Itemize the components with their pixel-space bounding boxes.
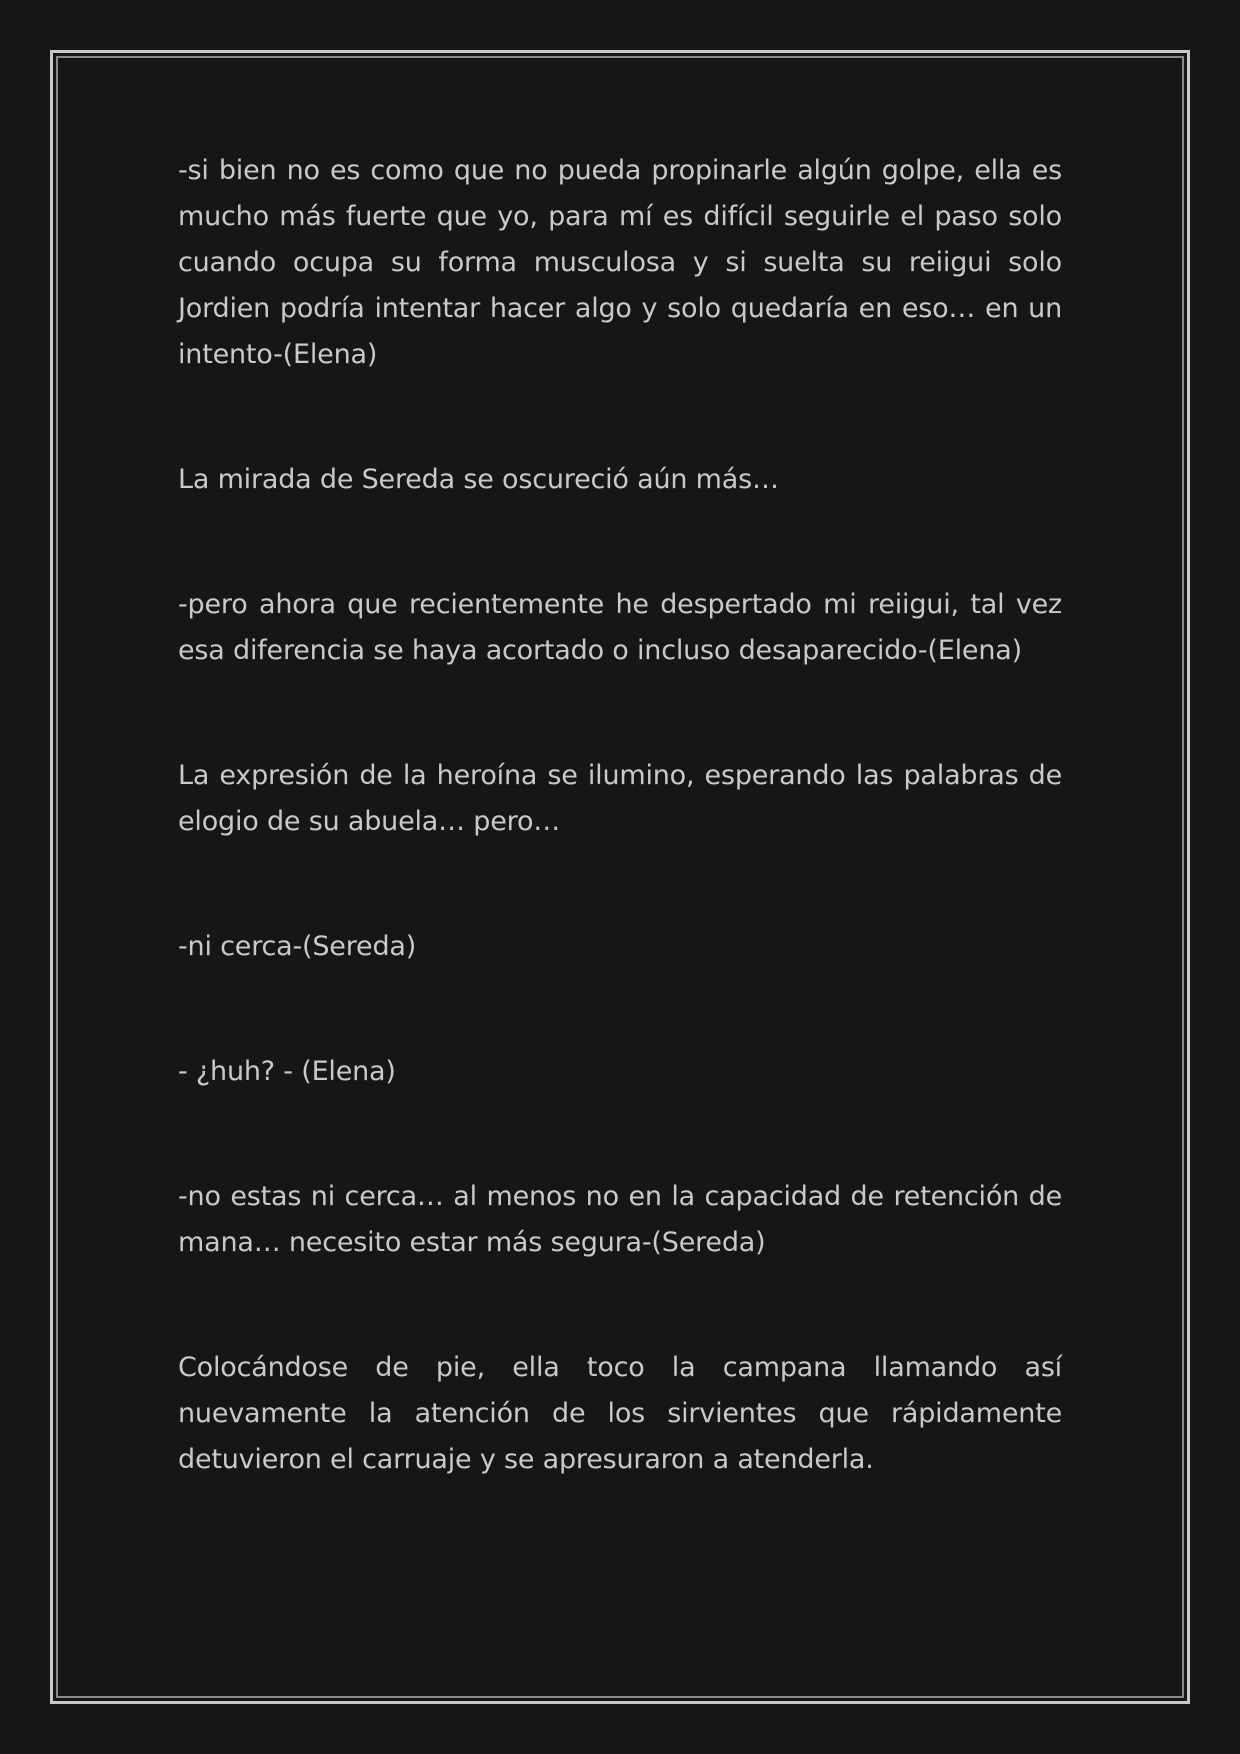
paragraph-sereda-mana: -no estas ni cerca… al menos no en la capacidad de retención de mana… necesito estar más segura-(Sereda) [178, 1181, 1062, 1258]
paragraph-carriage-bell: Colocándose de pie, ella toco la campana llamando así nuevamente la atención de los sirvientes que rápidamente detuvieron el carruaje y se apresuraron a atenderla. [178, 1352, 1062, 1475]
paragraph-sereda-not-close: -ni cerca-(Sereda) [178, 931, 417, 962]
paragraph-elena-huh: - ¿huh? - (Elena) [178, 1056, 396, 1087]
paragraph-heroine-expression: La expresión de la heroína se ilumino, esperando las palabras de elogio de su abuela… pero… [178, 760, 1062, 837]
story-text-block [178, 148, 1062, 1562]
paragraph-elena-strength: -si bien no es como que no pueda propinarle algún golpe, ella es mucho más fuerte que yo, para mí es difícil seguirle el paso solo cuando ocupa su forma musculosa y si suelta su reiigui solo Jordien podría intentar hacer algo y solo quedaría en eso… en un intento-(Elena) [178, 155, 1062, 370]
paragraph-sereda-gaze: La mirada de Sereda se oscureció aún más… [178, 464, 779, 495]
paragraph-elena-reiigui: -pero ahora que recientemente he despertado mi reiigui, tal vez esa diferencia se haya acortado o incluso desaparecido-(Elena) [178, 589, 1062, 666]
